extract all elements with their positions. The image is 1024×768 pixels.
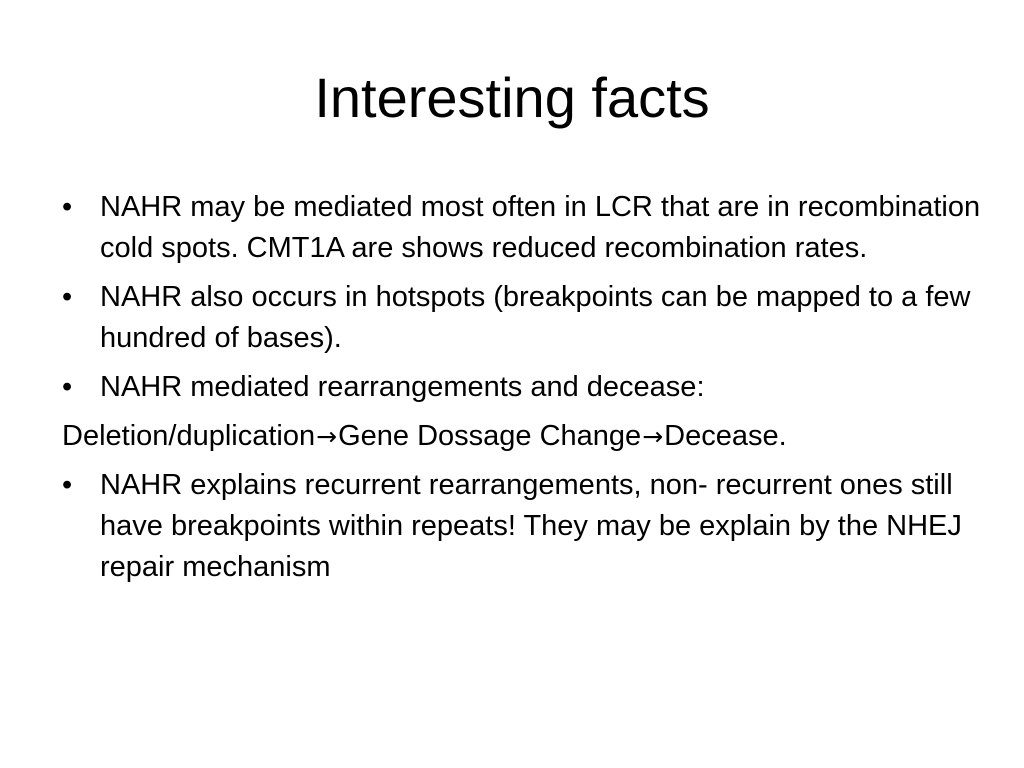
bullet-icon: • bbox=[62, 191, 73, 223]
chain-decease: Decease. bbox=[664, 420, 787, 452]
bullet-text: NAHR also occurs in hotspots (breakpoints can be mapped to a few hundred of bases). bbox=[100, 281, 971, 354]
bullet-item-1 bbox=[62, 187, 982, 269]
bullet-text: NAHR may be mediated most often in LCR that are in recombination cold spots. CMT1A are shows reduced recombination rates. bbox=[100, 191, 981, 264]
bullet-item-4 bbox=[62, 465, 982, 588]
bullet-icon: • bbox=[62, 371, 73, 403]
bullet-item-2 bbox=[62, 277, 982, 359]
chain-deletion-duplication: Deletion/duplication bbox=[62, 420, 316, 452]
chain-gene-dosage-change: Gene Dossage Change bbox=[338, 420, 642, 452]
bullet-text: NAHR explains recurrent rearrangements, non- recurrent ones still have breakpoints within repeats! They may be explain by the NHEJ repair mechanism bbox=[100, 469, 962, 583]
bullet-icon: • bbox=[62, 469, 73, 501]
bullet-item-3 bbox=[62, 367, 982, 408]
slide-title: Interesting facts bbox=[314, 66, 710, 129]
slide-body bbox=[62, 187, 982, 596]
arrow-right-icon: → bbox=[642, 422, 664, 451]
arrow-right-icon: → bbox=[316, 422, 338, 451]
bullet-text: NAHR mediated rearrangements and decease: bbox=[100, 371, 705, 403]
causal-chain-line bbox=[62, 416, 982, 457]
bullet-icon: • bbox=[62, 281, 73, 313]
